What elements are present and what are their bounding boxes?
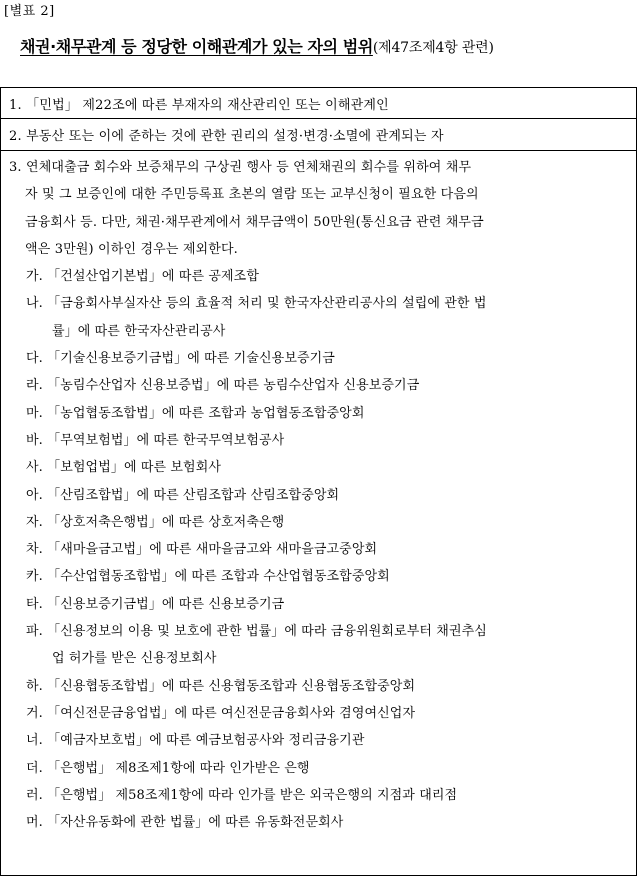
list-item: 더. 「은행법」 제8조제1항에 따라 인가받은 은행 <box>26 760 310 776</box>
list-item-continuation: 률」에 따른 한국자산관리공사 <box>52 323 226 339</box>
list-item: 다. 「기술신용보증기금법」에 따른 기술신용보증기금 <box>26 351 335 367</box>
paragraph-line: 3. 연체대출금 회수와 보증채무의 구상권 행사 등 연체채권의 회수를 위하여 채무 <box>9 160 472 175</box>
list-item: 사. 「보험업법」에 따른 보험회사 <box>26 460 222 476</box>
list-item: 거. 「여신전문금융업법」에 따른 여신전문금융회사와 겸영여신업자 <box>26 705 416 721</box>
list-item: 러. 「은행법」 제58조제1항에 따라 인가를 받은 외국은행의 지점과 대리점 <box>26 787 458 803</box>
document-title <box>20 34 630 57</box>
paragraph-line: 액은 3만원) 이하인 경우는 제외한다. <box>25 241 238 257</box>
list-item: 아. 「산림조합법」에 따른 산림조합과 산림조합중앙회 <box>26 487 340 503</box>
list-item: 마. 「농업협동조합법」에 따른 조합과 농업협동조합중앙회 <box>26 405 365 421</box>
list-item <box>9 618 630 673</box>
list-item-continuation: 업 허가를 받은 신용정보회사 <box>52 651 217 667</box>
table-row-2 <box>1 119 636 151</box>
paragraph-line: 금융회사 등. 다만, 채권·채무관계에서 채무금액이 50만원(통신요금 관련 채무금 <box>25 214 484 230</box>
list-item: 바. 「무역보험법」에 따른 한국무역보험공사 <box>26 432 285 448</box>
title-reference: (제47조제4항 관련) <box>372 40 494 56</box>
list-item: 차. 「새마을금고법」에 따른 새마을금고와 새마을금고중앙회 <box>26 542 378 558</box>
list-item: 하. 「신용협동조합법」에 따른 신용협동조합과 신용협동조합중앙회 <box>26 678 416 694</box>
row-3-paragraph <box>9 154 630 263</box>
annex-label: [별표 2] <box>4 4 55 19</box>
list-item: 라. 「농림수산업자 신용보증법」에 따른 농림수산업자 신용보증기금 <box>26 378 420 394</box>
list-item: 자. 「상호저축은행법」에 따른 상호저축은행 <box>26 514 285 530</box>
list-item-text: 파. 「신용정보의 이용 및 보호에 관한 법률」에 따라 금융위원회로부터 채권추심 <box>26 624 487 640</box>
row-1-text: 1. 「민법」 제22조에 따른 부재자의 재산관리인 또는 이해관계인 <box>9 98 389 113</box>
list-item: 머. 「자산유동화에 관한 법률」에 따른 유동화전문회사 <box>26 815 344 831</box>
table-row-1 <box>1 88 636 119</box>
title-main: 채권·채무관계 등 정당한 이해관계가 있는 자의 범위 <box>20 37 373 56</box>
scope-table <box>0 87 637 876</box>
row-2-text: 2. 부동산 또는 이에 준하는 것에 관한 권리의 설정·변경·소멸에 관계되는 자 <box>9 129 444 144</box>
paragraph-line: 자 및 그 보증인에 대한 주민등록표 초본의 열람 또는 교부신청이 필요한 다음의 <box>25 187 479 203</box>
list-item: 카. 「수산업협동조합법」에 따른 조합과 수산업협동조합중앙회 <box>26 569 390 585</box>
list-item: 타. 「신용보증기금법」에 따른 신용보증기금 <box>26 596 285 612</box>
list-item: 너. 「예금자보호법」에 따른 예금보험공사와 정리금융기관 <box>26 733 365 749</box>
list-item: 가. 「건설산업기본법」에 따른 공제조합 <box>26 269 259 285</box>
table-row-3 <box>1 151 636 836</box>
list-item-text: 나. 「금융회사부실자산 등의 효율적 처리 및 한국자산관리공사의 설립에 관한 법 <box>26 296 487 312</box>
list-item <box>9 290 630 345</box>
